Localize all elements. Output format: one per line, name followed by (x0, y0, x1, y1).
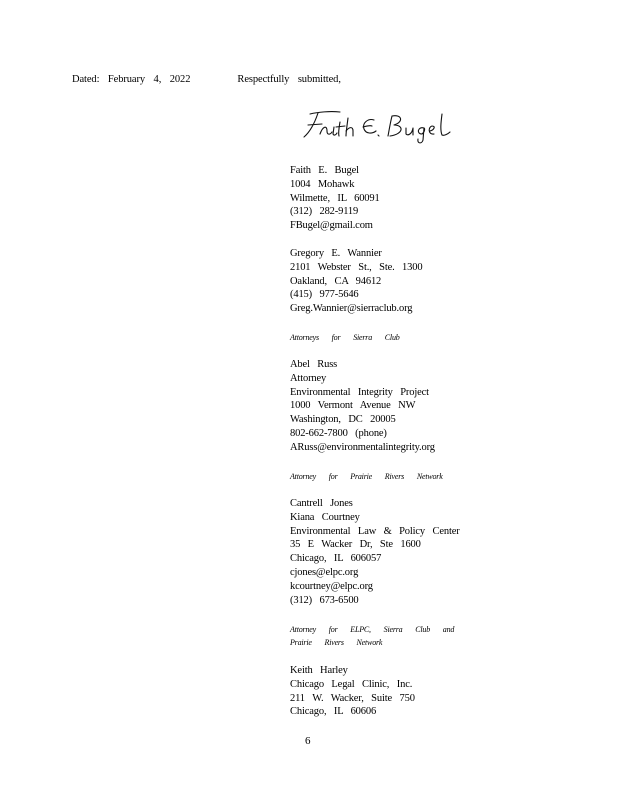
contact-city: Chicago, IL 60606 (290, 706, 377, 718)
contact-gregory-wannier (290, 247, 422, 316)
date-value: February 4, 2022 (107, 74, 191, 85)
contact-name: Kiana Courtney (290, 511, 360, 523)
contact-keith-harley (290, 664, 415, 719)
contact-elpc (290, 497, 460, 607)
dated-label: Dated: (72, 74, 100, 85)
contact-street: 2101 Webster St., Ste. 1300 (290, 261, 423, 273)
contact-street: 211 W. Wacker, Suite 750 (290, 692, 415, 704)
role-text: Attorney for ELPC, Sierra Club and (290, 625, 455, 634)
role-text: Attorney for Prairie Rivers Network (290, 472, 443, 481)
contact-phone: (415) 977-5646 (290, 289, 359, 301)
contact-city: Wilmette, IL 60091 (290, 192, 380, 204)
contact-organization: Environmental Law & Policy Center (290, 525, 460, 537)
contact-email: kcourtney@elpc.org (290, 580, 373, 592)
contact-name: Keith Harley (290, 665, 348, 676)
role-prairie-rivers (290, 470, 443, 483)
contact-email: FBugel@gmail.com (290, 220, 373, 232)
contact-phone: 802-662-7800 (phone) (290, 427, 387, 439)
contact-city: Washington, DC 20005 (290, 414, 396, 426)
signature (296, 106, 456, 146)
contact-phone: (312) 673-6500 (290, 594, 359, 606)
contact-name: Faith E. Bugel (290, 165, 359, 176)
role-elpc-sierra-prairie (290, 623, 454, 649)
dated-line (72, 74, 341, 85)
contact-email: ARuss@environmentalintegrity.org (290, 441, 435, 453)
contact-email: cjones@elpc.org (290, 566, 359, 578)
contact-phone: (312) 282-9119 (290, 206, 359, 218)
closing-text: Respectfully submitted, (237, 74, 341, 85)
contact-faith-bugel (290, 164, 380, 233)
contact-title: Attorney (290, 372, 327, 384)
contact-abel-russ (290, 358, 435, 455)
role-text: Attorneys for Sierra Club (290, 333, 400, 342)
contact-street: 1000 Vermont Avenue NW (290, 400, 416, 412)
contact-street: 1004 Mohawk (290, 178, 355, 190)
role-sierra-club (290, 331, 400, 344)
contact-email: Greg.Wannier@sierraclub.org (290, 303, 413, 315)
contact-name: Gregory E. Wannier (290, 248, 382, 259)
contact-city: Chicago, IL 606057 (290, 553, 382, 565)
page-number: 6 (305, 735, 311, 747)
contact-name: Cantrell Jones (290, 498, 353, 509)
contact-name: Abel Russ (290, 359, 338, 370)
contact-organization: Environmental Integrity Project (290, 386, 429, 398)
contact-organization: Chicago Legal Clinic, Inc. (290, 678, 413, 690)
contact-street: 35 E Wacker Dr, Ste 1600 (290, 539, 421, 551)
role-text: Prairie Rivers Network (290, 638, 383, 647)
contact-city: Oakland, CA 94612 (290, 275, 382, 287)
